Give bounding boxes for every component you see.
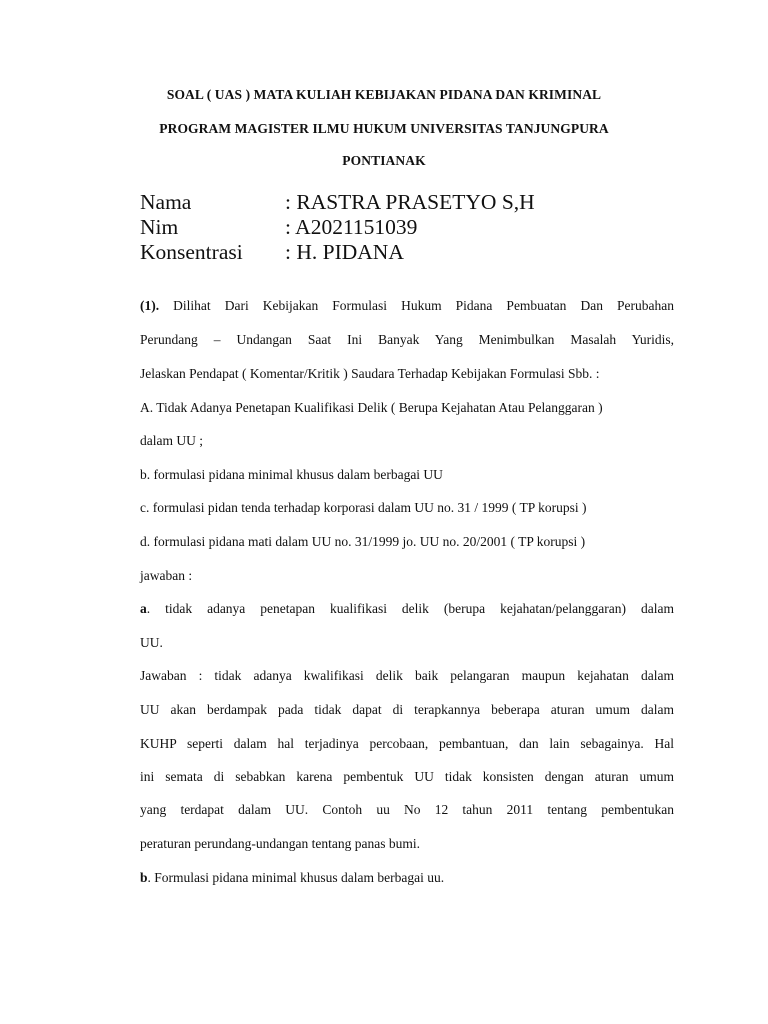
answer-b-letter: b [140,870,148,885]
answer-b-text: . Formulasi pidana minimal khusus dalam berbagai uu. [147,870,445,885]
identity-value: : RASTRA PRASETYO S,H [285,190,535,214]
answer-body-line: peraturan perundang-undangan tentang panas bumi. [140,836,421,851]
answer-a-text: . tidak adanya penetapan kualifikasi delik (berupa kejahatan/pelanggaran) dalam [146,601,674,616]
answer-body-line: ini semata di sebabkan karena pembentuk UU tidak konsisten dengan aturan umum [140,769,674,784]
question-item-a: A. Tidak Adanya Penetapan Kualifikasi Delik ( Berupa Kejahatan Atau Pelanggaran ) [140,400,603,415]
answer-body-line: UU akan berdampak pada tidak dapat di terapkannya beberapa aturan umum dalam [140,702,674,717]
question-item-a-cont: dalam UU ; [140,433,203,448]
answer-body-line: yang terdapat dalam UU. Contoh uu No 12 tahun 2011 tentang pembentukan [140,802,674,817]
identity-label: Konsentrasi [140,240,243,264]
identity-label: Nama [140,190,192,214]
answer-intro: jawaban : [140,568,193,583]
identity-nim-row [140,215,417,239]
identity-concentration-row [140,240,404,264]
question-text: Dilihat Dari Kebijakan Formulasi Hukum Pidana Pembuatan Dan Perubahan [159,298,674,313]
question-item-b: b. formulasi pidana minimal khusus dalam berbagai UU [140,467,443,482]
program-title: PROGRAM MAGISTER ILMU HUKUM UNIVERSITAS TANJUNGPURA [159,121,609,136]
answer-a-line [140,600,674,617]
identity-name-row [140,190,535,214]
question-number: (1). [140,298,160,313]
identity-label: Nim [140,215,179,239]
question-line: Perundang – Undangan Saat Ini Banyak Yang Menimbulkan Masalah Yuridis, [140,332,674,347]
question-item-d: d. formulasi pidana mati dalam UU no. 31/1999 jo. UU no. 20/2001 ( TP korupsi ) [140,534,586,549]
answer-a-cont: UU. [140,635,163,650]
question-line: Jelaskan Pendapat ( Komentar/Kritik ) Saudara Terhadap Kebijakan Formulasi Sbb. : [140,366,600,381]
question-line [140,297,674,314]
answer-body-line: KUHP seperti dalam hal terjadinya percobaan, pembantuan, dan lain sebagainya. Hal [140,736,674,751]
city-title: PONTIANAK [342,153,426,168]
identity-value: : A2021151039 [285,215,418,239]
answer-a-letter: a [140,601,147,616]
identity-value: : H. PIDANA [285,240,404,264]
answer-body-line: Jawaban : tidak adanya kwalifikasi delik baik pelangaran maupun kejahatan dalam [140,668,674,683]
answer-b-line [140,869,674,886]
question-item-c: c. formulasi pidan tenda terhadap korporasi dalam UU no. 31 / 1999 ( TP korupsi ) [140,500,587,515]
exam-title: SOAL ( UAS ) MATA KULIAH KEBIJAKAN PIDANA DAN KRIMINAL [166,87,602,102]
